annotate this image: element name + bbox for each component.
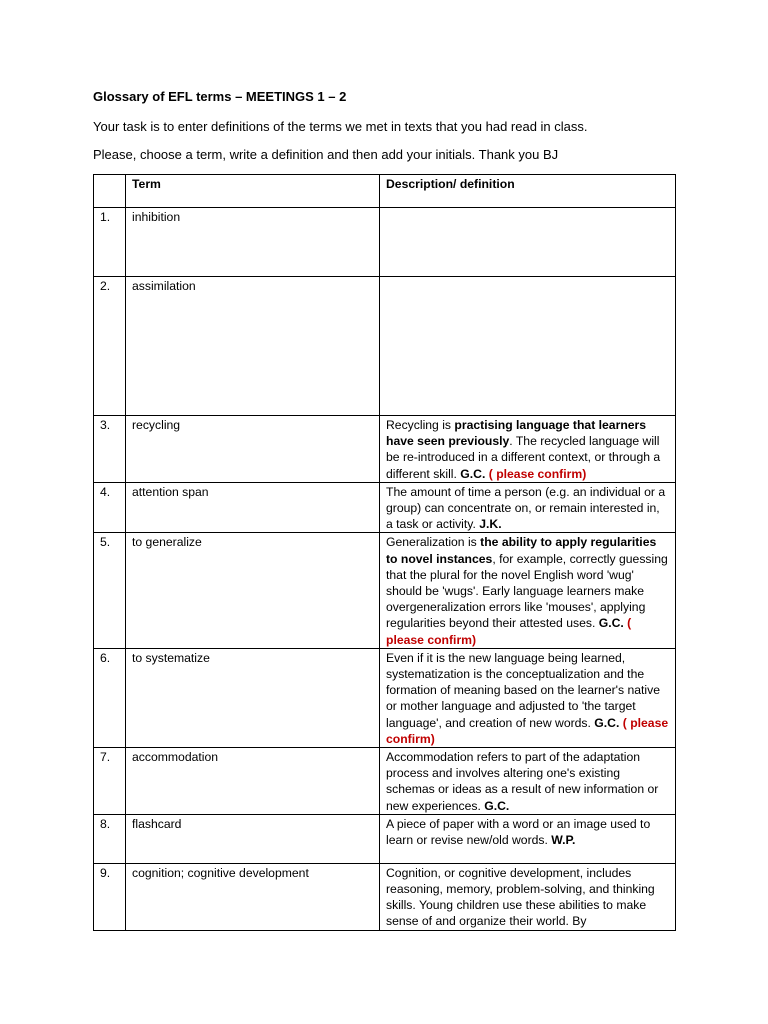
table-row [94,648,676,747]
row-number: 1. [94,208,126,277]
task-text: Your task is to enter definitions of the terms we met in texts that you had read in class. [93,119,588,134]
glossary-table [93,174,676,931]
row-definition [380,814,676,863]
row-term: flashcard [126,814,380,863]
row-number: 8. [94,814,126,863]
table-row [94,416,676,483]
row-definition [380,748,676,815]
definition-text: . The recycled language will be re-introduced in a different context, or through a different skill. [386,434,661,481]
table-row [94,208,676,277]
author-initials: G.C. [484,798,510,813]
confirm-note: ( please confirm) [386,715,669,746]
row-term: attention span [126,482,380,533]
author-initials: G.C. [460,466,486,481]
definition-text: Generalization is [386,535,481,550]
header-term: Term [126,175,380,208]
row-number: 2. [94,277,126,416]
definition-text: Even if it is the new language being learned, systematization is the conceptualization and the formation of meaning based on the learner's native or mother language and adjusted to 'the target language', and creation of new words. [386,650,661,730]
row-definition [380,533,676,648]
definition-text: Cognition, or cognitive development, includes reasoning, memory, problem-solving, and thinking skills. Young children use these abilities to make sense of and organize their world. By [386,865,655,929]
definition-text: A piece of paper with a word or an image used to learn or revise new/old words. [386,816,651,848]
table-row [94,482,676,533]
row-term: recycling [126,416,380,483]
row-term: accommodation [126,748,380,815]
table-row [94,533,676,648]
definition-text: , for example, correctly guessing that the plural for the novel English word 'wug' should be 'wugs'. Early language learners make overgeneralization errors like 'mouses', applying regularities beyond their attested uses. [386,551,668,631]
row-term: cognition; cognitive development [126,863,380,930]
row-term: inhibition [126,208,380,277]
definition-emphasis: the ability to apply regularities to novel instances [386,535,657,566]
row-number: 4. [94,482,126,533]
author-initials: G.C. [594,715,620,730]
row-definition [380,482,676,533]
table-header-row [94,175,676,208]
row-number: 6. [94,648,126,747]
document-title: Glossary of EFL terms – MEETINGS 1 – 2 [93,89,347,104]
table-row [94,814,676,863]
definition-text: Recycling is [386,418,455,432]
table-row [94,277,676,416]
definition-text: The amount of time a person (e.g. an individual or a group) can concentrate on, or remain interested in, a task or activity. [386,484,666,532]
row-number: 5. [94,533,126,648]
header-description: Description/ definition [380,175,676,208]
row-definition [380,416,676,483]
row-term: to generalize [126,533,380,648]
author-initials: J.K. [479,517,502,532]
confirm-note: ( please confirm) [485,466,587,481]
definition-emphasis: practising language that learners have seen previously [386,418,647,449]
header-number [94,175,126,208]
author-initials: W.P. [551,833,576,848]
row-term: assimilation [126,277,380,416]
row-number: 7. [94,748,126,815]
table-row [94,863,676,930]
instruction-text: Please, choose a term, write a definition and then add your initials. Thank you BJ [93,147,559,162]
confirm-note: ( please confirm) [386,616,632,647]
row-definition[interactable] [380,208,676,277]
row-definition[interactable] [380,277,676,416]
row-term: to systematize [126,648,380,747]
table-row [94,748,676,815]
row-definition [380,863,676,930]
row-number: 9. [94,863,126,930]
author-initials: G.C. [598,616,624,631]
definition-text: Accommodation refers to part of the adaptation process and involves altering one's existing schemas or ideas as a result of new information or new experiences. [386,750,659,813]
row-number: 3. [94,416,126,483]
row-definition [380,648,676,747]
